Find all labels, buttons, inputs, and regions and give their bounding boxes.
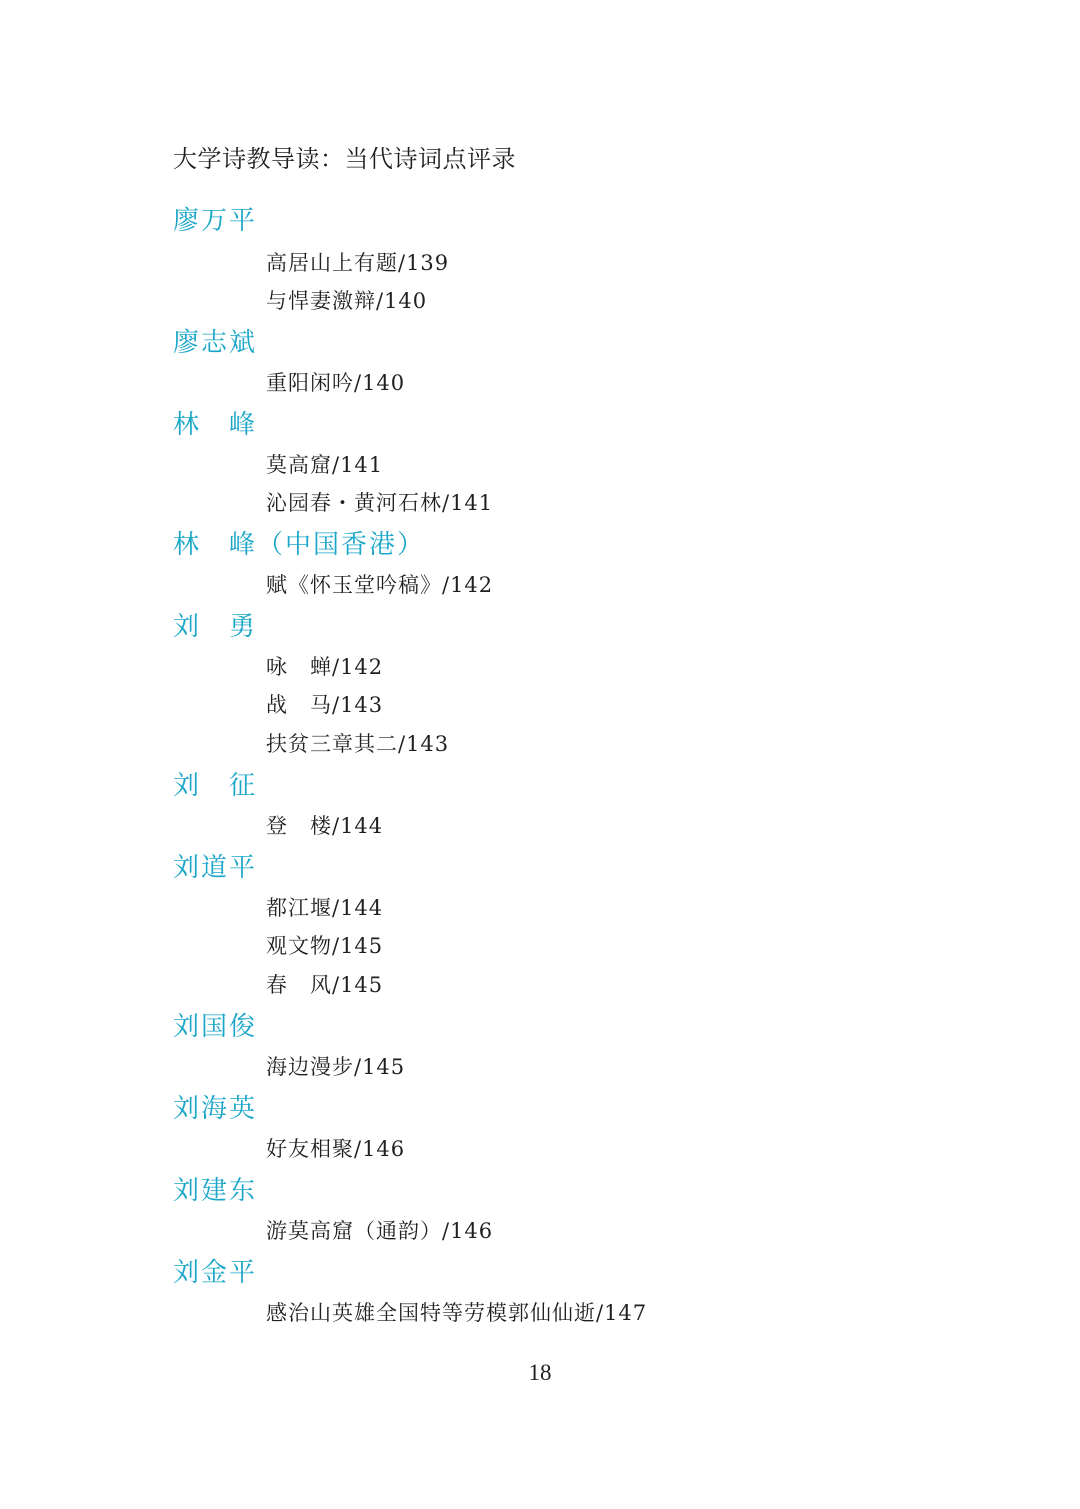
poem-entry: 战 马/143 <box>266 693 384 717</box>
page-number: 18 <box>528 1360 552 1385</box>
author-name: 刘建东 <box>173 1176 258 1206</box>
poem-entry: 海边漫步/145 <box>266 1055 406 1079</box>
poem-entry: 春 风/145 <box>266 973 384 997</box>
author-name: 林 峰 <box>173 410 258 440</box>
author-name: 林 峰（中国香港） <box>173 530 426 560</box>
poem-entry: 莫高窟/141 <box>266 453 384 477</box>
author-name: 刘海英 <box>173 1094 258 1124</box>
poem-entry: 感治山英雄全国特等劳模郭仙仙逝/147 <box>266 1301 648 1325</box>
poem-entry: 与悍妻激辩/140 <box>266 289 428 313</box>
author-name: 刘道平 <box>173 853 258 883</box>
poem-entry: 都江堰/144 <box>266 896 384 920</box>
poem-entry: 好友相聚/146 <box>266 1137 406 1161</box>
poem-entry: 咏 蝉/142 <box>266 655 384 679</box>
author-name: 廖志斌 <box>173 328 258 358</box>
author-name: 廖万平 <box>173 206 258 236</box>
author-name: 刘 勇 <box>173 612 258 642</box>
author-name: 刘国俊 <box>173 1012 258 1042</box>
poem-entry: 重阳闲吟/140 <box>266 371 406 395</box>
poem-entry: 登 楼/144 <box>266 814 384 838</box>
poem-entry: 沁园春・黄河石林/141 <box>266 491 494 515</box>
author-name: 刘 征 <box>173 771 258 801</box>
poem-entry: 高居山上有题/139 <box>266 251 450 275</box>
author-name: 刘金平 <box>173 1258 258 1288</box>
poem-entry: 游莫高窟（通韵）/146 <box>266 1219 494 1243</box>
poem-entry: 扶贫三章其二/143 <box>266 732 450 756</box>
poem-entry: 赋《怀玉堂吟稿》/142 <box>266 573 494 597</box>
running-head: 大学诗教导读：当代诗词点评录 <box>173 145 516 173</box>
poem-entry: 观文物/145 <box>266 934 384 958</box>
